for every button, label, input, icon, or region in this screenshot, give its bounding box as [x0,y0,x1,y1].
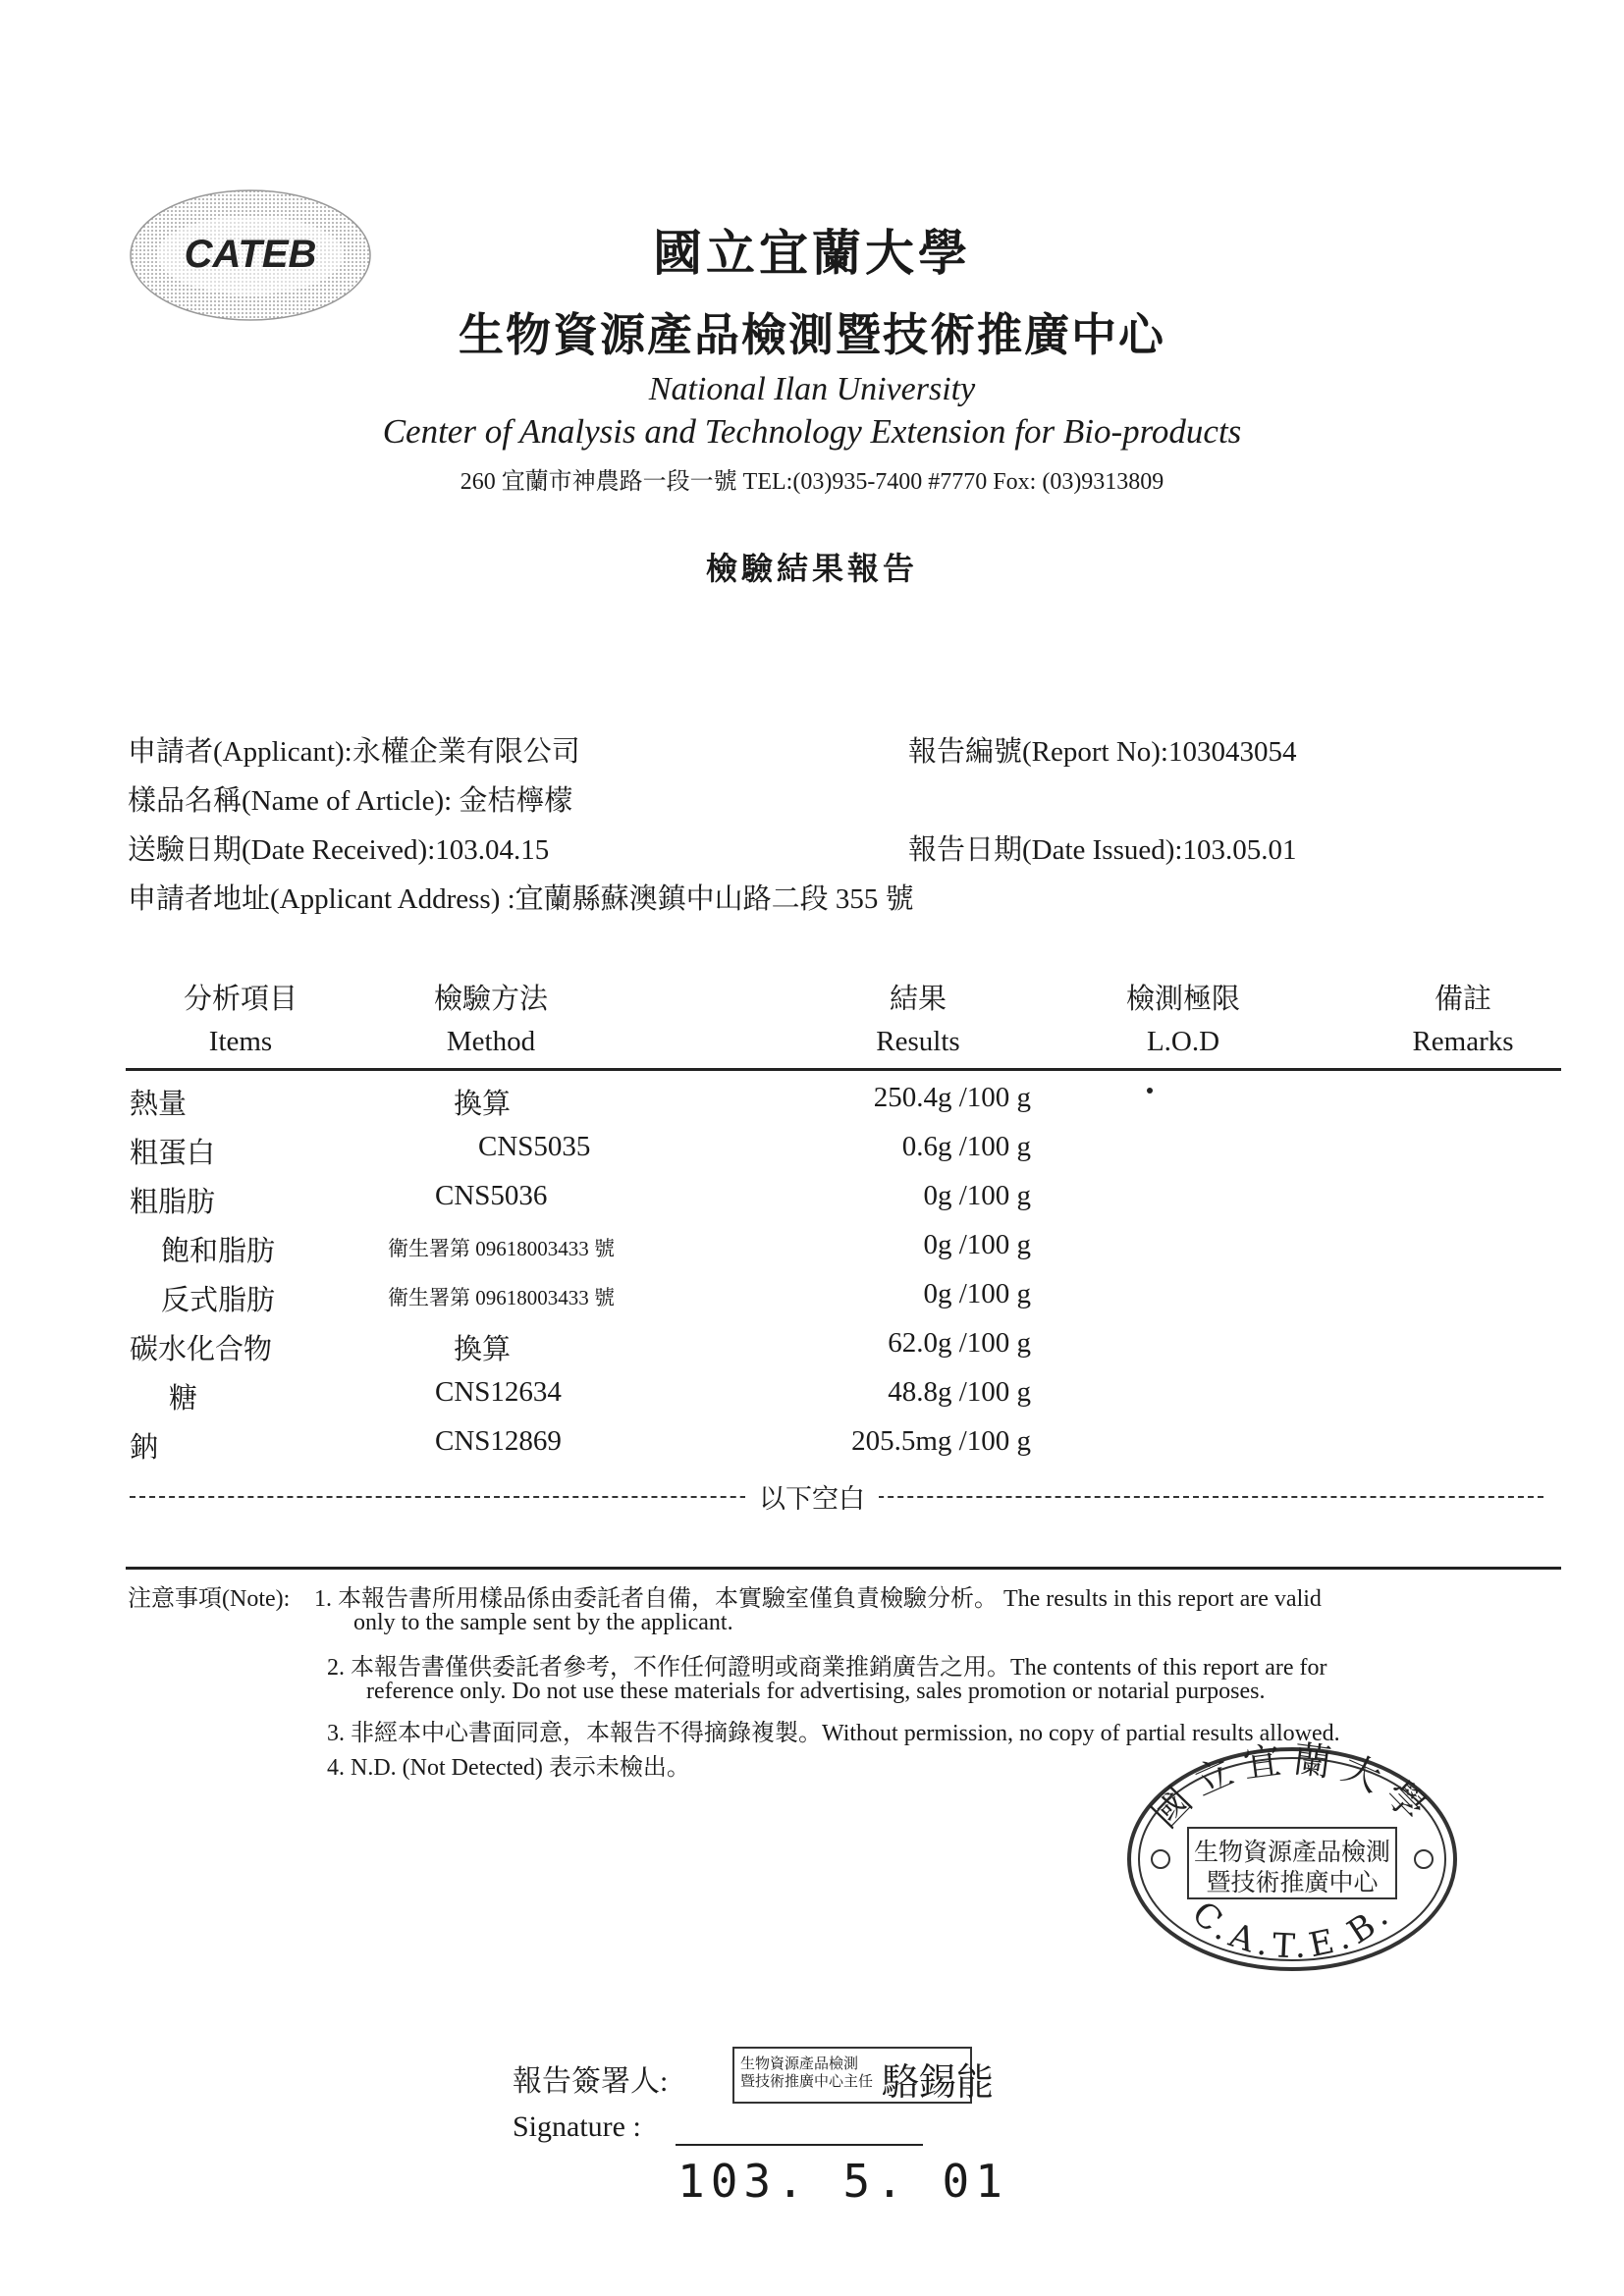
official-seal [1121,1739,1463,1973]
notes-label: 注意事項(Note): [128,1586,291,1612]
note-2-cont: reference only. Do not use these materials for advertising, sales promotion or notarial purposes. [366,1679,1266,1704]
row-method: CNS5035 [478,1131,591,1162]
university-name-en: National Ilan University [648,371,976,407]
signature-label-zh: 報告簽署人: [513,2065,669,2098]
row-item: 碳水化合物 [130,1334,273,1365]
lod-mark [1147,1088,1153,1094]
report-number: 報告編號(Report No):103043054 [908,736,1297,768]
row-item: 飽和脂肪 [161,1236,276,1267]
header-method-en: Method [446,1026,536,1057]
note-1-cont: only to the sample sent by the applicant. [353,1610,733,1635]
row-method: CNS5036 [435,1180,548,1211]
row-result: 62.0g /100 g [888,1327,1031,1359]
row-method: 衛生署第 09618003433 號 [388,1237,615,1260]
row-method: 衛生署第 09618003433 號 [388,1286,615,1309]
header-method-zh: 檢驗方法 [433,984,548,1015]
row-item: 熱量 [130,1089,188,1120]
note-4: 4. N.D. (Not Detected) 表示未檢出。 [327,1755,690,1781]
row-item: 反式脂肪 [161,1285,276,1316]
center-address: 260 宜蘭市神農路一段一號 TEL:(03)935-7400 #7770 Fox: (03)9313809 [460,469,1164,495]
header-items-en: Items [208,1026,273,1057]
row-method: CNS12634 [435,1376,562,1408]
end-marker: 以下空白 [0,1477,1624,1516]
row-result: 0.6g /100 g [901,1131,1031,1162]
row-method: 換算 [454,1089,512,1120]
header-items-zh: 分析項目 [183,984,298,1015]
date-received: 送驗日期(Date Received):103.04.15 [128,834,550,866]
university-name-zh: 國立宜蘭大學 [653,225,971,282]
center-name-en: Center of Analysis and Technology Extension for Bio-products [382,412,1242,451]
row-item: 鈉 [130,1432,159,1464]
header-lod-en: L.O.D [1146,1026,1220,1057]
signature-label-en: Signature : [513,2110,641,2143]
notes-rule [126,1567,1561,1570]
svg-text:暨技術推廣中心: 暨技術推廣中心 [1206,1868,1379,1896]
svg-text:C.A.T.E.B.: C.A.T.E.B. [1183,1894,1400,1967]
article-name: 樣品名稱(Name of Article): 金桔檸檬 [128,785,573,817]
header-results-zh: 結果 [889,984,947,1015]
row-item: 粗蛋白 [130,1138,216,1169]
applicant-address: 申請者地址(Applicant Address) :宜蘭縣蘇澳鎮中山路二段 355 號 [128,883,914,915]
header-results-en: Results [876,1026,960,1057]
svg-text:CATEB: CATEB [184,233,317,276]
svg-text:生物資源產品檢測: 生物資源產品檢測 [1193,1838,1391,1866]
row-item: 糖 [169,1383,198,1415]
row-result: 0g /100 g [923,1180,1031,1211]
center-name-zh: 生物資源產品檢測暨技術推廣中心 [459,308,1165,361]
row-result: 48.8g /100 g [888,1376,1031,1408]
row-item: 粗脂肪 [130,1187,216,1218]
table-header-rule [126,1068,1561,1071]
signing-date: 103. 5. 01 [677,2155,1008,2208]
header-remarks-en: Remarks [1412,1026,1514,1057]
row-result: 0g /100 g [923,1278,1031,1309]
row-result: 250.4g /100 g [873,1082,1031,1113]
note-1: 1. 本報告書所用樣品係由委託者自備，本實驗室僅負責檢驗分析。 The results in this report are valid [314,1586,1322,1612]
row-method: 換算 [454,1334,512,1365]
signatory-name: 駱錫能 [882,2062,995,2104]
note-2: 2. 本報告書僅供委託者參考，不作任何證明或商業推銷廣告之用。The contents of this report are for [327,1655,1327,1681]
row-result: 205.5mg /100 g [851,1425,1031,1457]
report-title: 檢驗結果報告 [705,550,918,587]
header-remarks-zh: 備註 [1434,984,1491,1015]
row-method: CNS12869 [435,1425,562,1457]
header-lod-zh: 檢測極限 [1125,984,1240,1015]
signature-line [676,2144,923,2146]
note-3: 3. 非經本中心書面同意，本報告不得摘錄複製。Without permission, no copy of partial results allowed. [327,1721,1340,1746]
svg-text:國立宜蘭大學: 國立宜蘭大學 [1143,1739,1441,1837]
row-result: 0g /100 g [923,1229,1031,1260]
signature-title-box: 生物資源產品檢測 暨技術推廣中心主任 [732,2047,972,2104]
applicant: 申請者(Applicant):永權企業有限公司 [128,736,580,768]
date-issued: 報告日期(Date Issued):103.05.01 [908,834,1297,866]
